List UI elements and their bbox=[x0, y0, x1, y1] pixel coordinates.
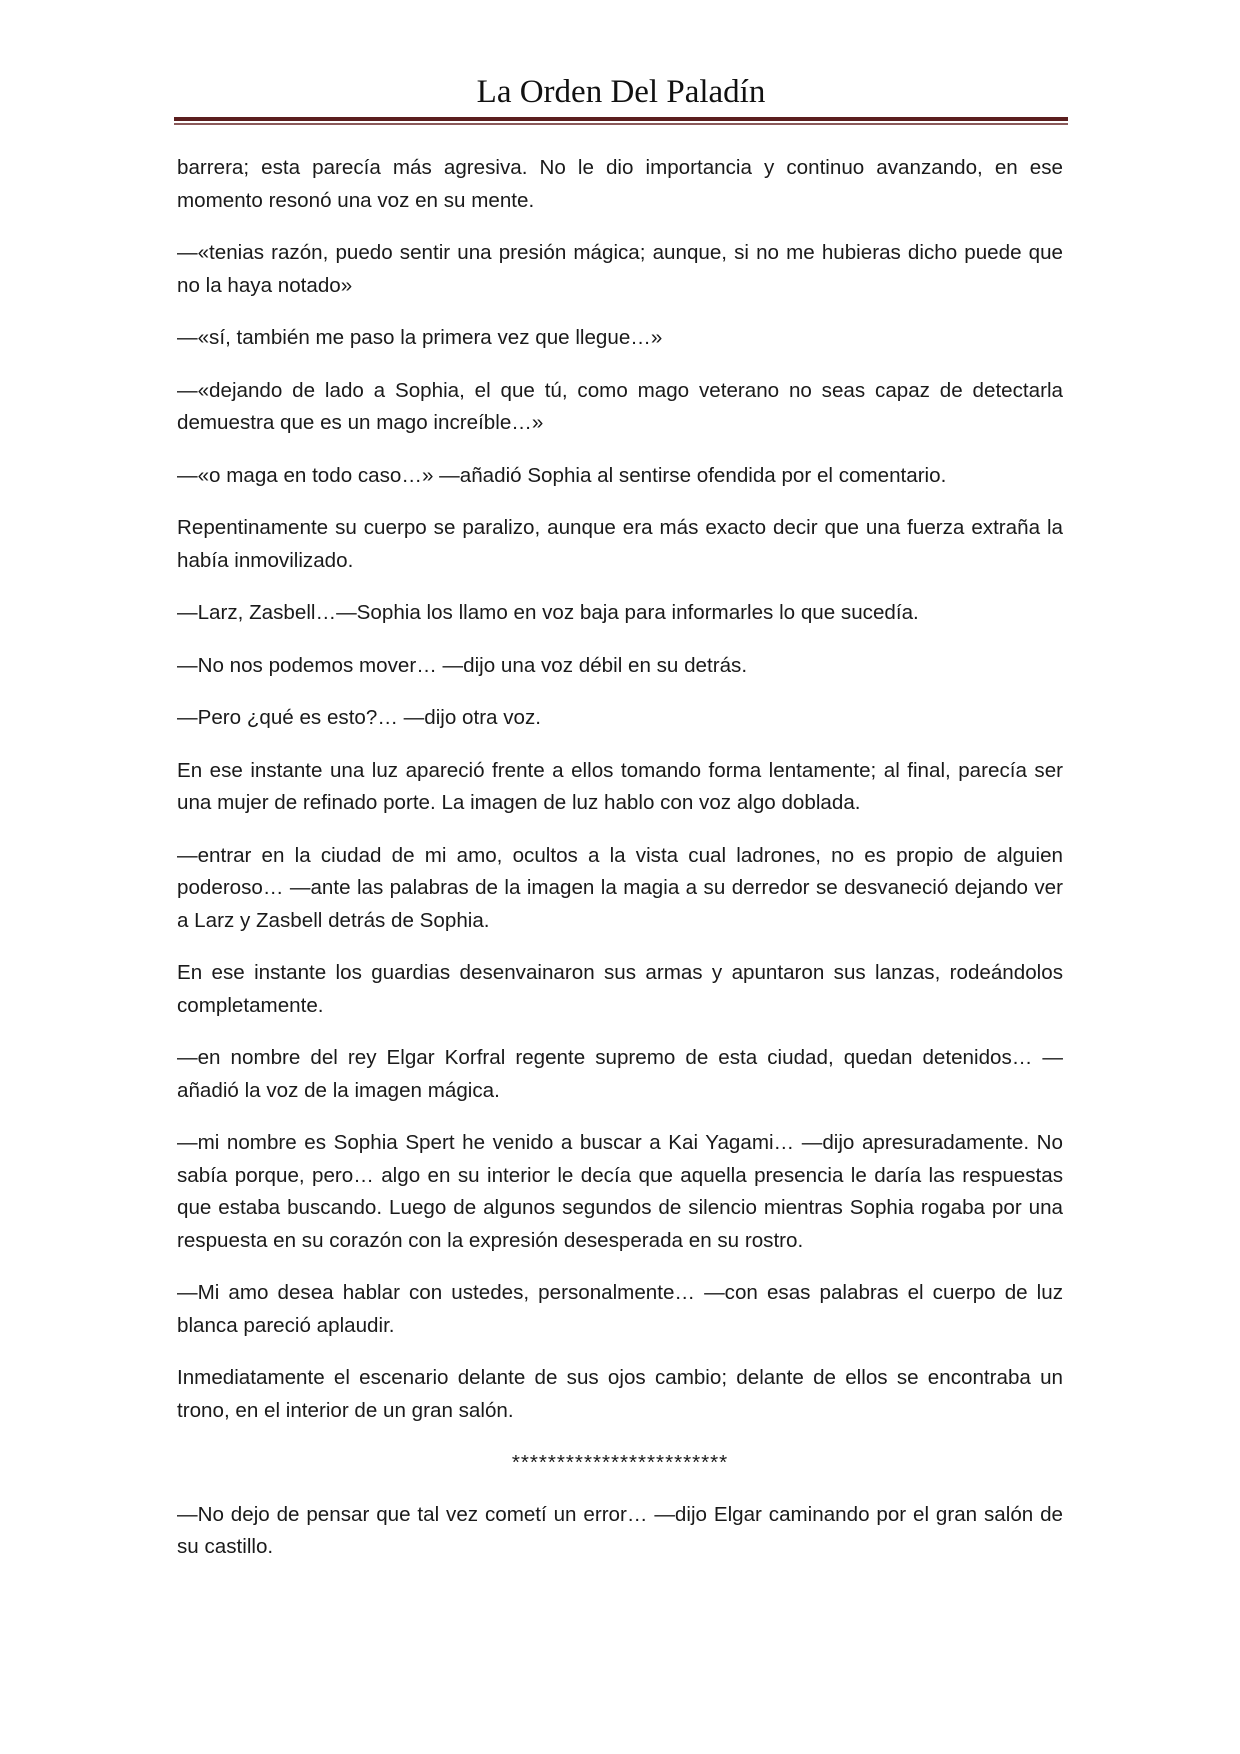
body-text bbox=[177, 152, 1063, 1584]
paragraph: —entrar en la ciudad de mi amo, ocultos a la vista cual ladrones, no es propio de alguien poderoso… —ante las palabras de la imagen la magia a su derredor se desvaneció dejando ver a Larz y Zasbell detrás de Sophia. bbox=[177, 843, 1063, 932]
paragraph: En ese instante los guardias desenvainaron sus armas y apuntaron sus lanzas, rodeándolos completamente. bbox=[177, 961, 1063, 1017]
paragraph: —No dejo de pensar que tal vez cometí un error… —dijo Elgar caminando por el gran salón de su castillo. bbox=[177, 1502, 1063, 1558]
paragraph: En ese instante una luz apareció frente a ellos tomando forma lentamente; al final, parecía ser una mujer de refinado porte. La imagen de luz hablo con voz algo doblada. bbox=[177, 758, 1063, 814]
paragraph: barrera; esta parecía más agresiva. No le dio importancia y continuo avanzando, en ese momento resonó una voz en su mente. bbox=[177, 156, 1063, 212]
paragraph: —No nos podemos mover… —dijo una voz débil en su detrás. bbox=[177, 653, 748, 677]
page-header bbox=[174, 70, 1068, 114]
paragraph: Inmediatamente el escenario delante de sus ojos cambio; delante de ellos se encontraba un trono, en el interior de un gran salón. bbox=[177, 1366, 1063, 1422]
header-rule-thick bbox=[174, 117, 1068, 121]
paragraph: Repentinamente su cuerpo se paralizo, aunque era más exacto decir que una fuerza extraña la había inmovilizado. bbox=[177, 516, 1063, 572]
paragraph: —en nombre del rey Elgar Korfral regente supremo de esta ciudad, quedan detenidos… —añadió la voz de la imagen mágica. bbox=[177, 1046, 1063, 1102]
scene-separator: ************************ bbox=[511, 1451, 729, 1474]
paragraph: —Pero ¿qué es esto?… —dijo otra voz. bbox=[177, 706, 541, 729]
paragraph: —«tenias razón, puedo sentir una presión mágica; aunque, si no me hubieras dicho puede que no la haya notado» bbox=[177, 241, 1063, 297]
paragraph: —«dejando de lado a Sophia, el que tú, como mago veterano no seas capaz de detectarla demuestra que es un mago increíble…» bbox=[177, 378, 1063, 434]
paragraph: —Larz, Zasbell…—Sophia los llamo en voz baja para informarles lo que sucedía. bbox=[177, 601, 919, 624]
header-rule-thin bbox=[174, 123, 1068, 125]
paragraph: —«sí, también me paso la primera vez que llegue…» bbox=[177, 326, 663, 349]
book-title: La Orden Del Paladín bbox=[476, 74, 766, 110]
paragraph: —Mi amo desea hablar con ustedes, personalmente… —con esas palabras el cuerpo de luz blanca pareció aplaudir. bbox=[177, 1281, 1063, 1337]
paragraph: —«o maga en todo caso…» —añadió Sophia al sentirse ofendida por el comentario. bbox=[177, 463, 947, 487]
paragraph: —mi nombre es Sophia Spert he venido a buscar a Kai Yagami… —dijo apresuradamente. No sabía porque, pero… algo en su interior le decía que aquella presencia le daría las respuestas que estaba buscando. Luego de algunos segundos de silencio mientras Sophia rogaba por una respuesta en su corazón con la expresión desesperada en su rostro. bbox=[177, 1131, 1063, 1252]
